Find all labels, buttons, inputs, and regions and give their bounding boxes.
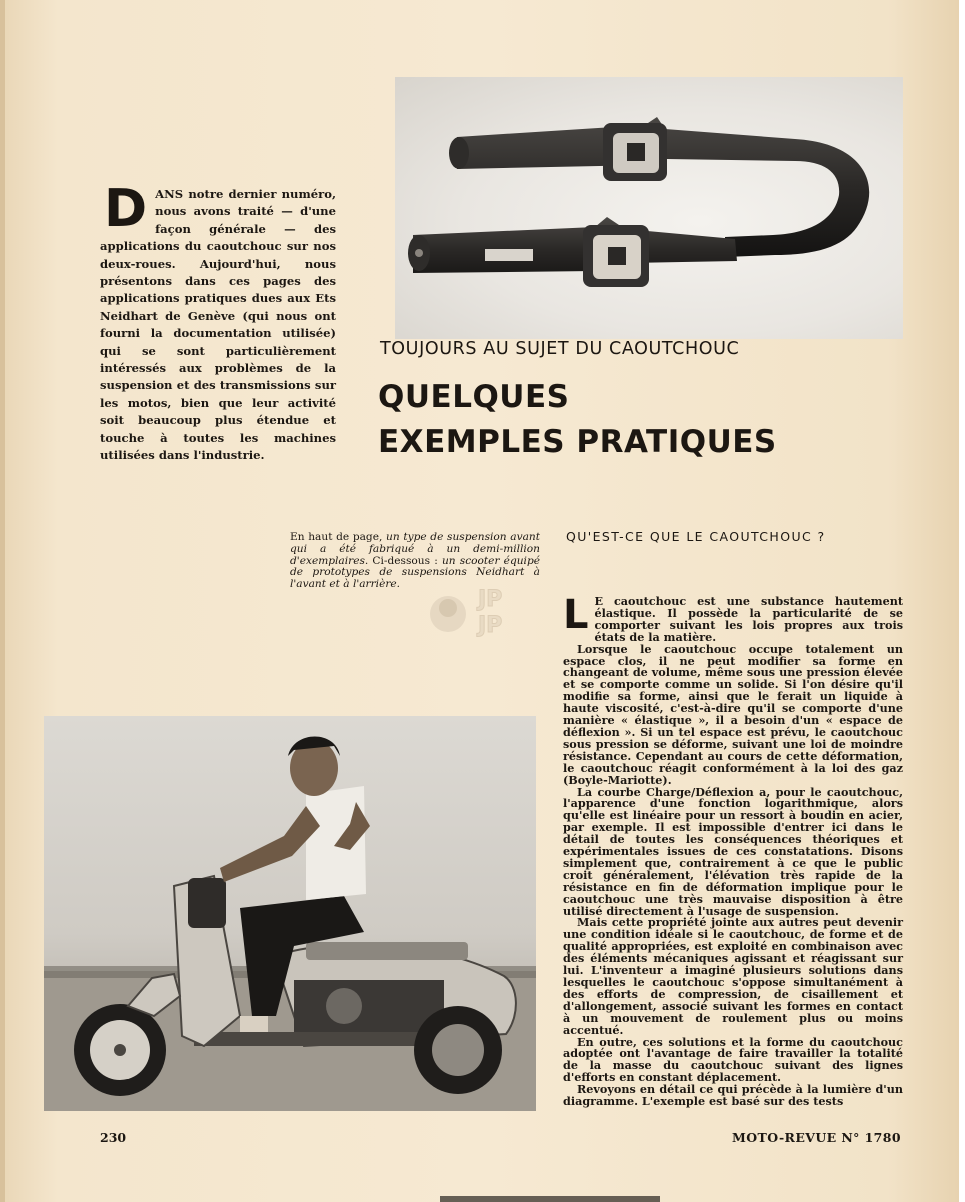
article-paragraph: Mais cette propriété jointe aux autres peut devenir une condition idéale si le caoutchouc, de forme et de qualité appropriées, est exploité en combinaison avec des éléments mécaniques agissant et réagissant sur lui. L'inventeur a imaginé plusieurs solutions dans lesquelles le caoutchouc s'oppose simultanément à des efforts de compression, de cisaillement et d'allongement, associé suivant les formes en contact à un mouvement de roulement plus ou moins accentué. [563,915,903,1037]
scan-watermark-icon [428,578,538,640]
magazine-issue: MOTO-REVUE N° 1780 [732,1130,901,1145]
suspension-arm-photo [395,77,903,339]
intro-dropcap: D [104,179,148,239]
suspension-arm-illustration [395,77,903,339]
page-number: 230 [100,1130,127,1145]
caption-part-2: un type de suspension avant qui a été fabriqué à un demi-million d'exemplaires. [290,531,540,567]
headline [378,375,898,465]
scooter-rider-photo [44,716,536,1111]
article-body [563,592,903,1109]
intro-text: ANS notre dernier numéro, nous avons traité — d'une façon générale — des applications du caoutchouc sur nos deux-roues. Aujourd'hui, nous présentons dans ces pages des applications pratiques dues aux Ets Neidhart de Genève (qui nous ont fourni la documentation utilisée) qui se sont particulièrement intéressés aux problèmes de la suspension et des transmissions sur les motos, bien que leur activité soit beaucoup plus étendue et touche à toutes les machines utilisées dans l'industrie. [100,187,336,463]
article-dropcap: L [563,592,589,638]
caption-part-1: En haut de page, [290,531,387,543]
scooter-rider-illustration [44,716,536,1111]
kicker-heading: TOUJOURS AU SUJET DU CAOUTCHOUC [380,339,740,359]
svg-text:JP: JP [478,613,503,638]
caption-part-3: Ci-dessous : [368,554,442,567]
article-paragraph: Revoyons en détail ce qui précède à la lumière d'un diagramme. L'exemple est basé sur des tests [563,1082,903,1109]
page-right-edge [959,0,965,1202]
headline-line-1: QUELQUES [378,379,570,415]
caption-part-4: un scooter équipé de prototypes de suspensions Neidhart à l'avant et à l'arrière. [290,554,540,591]
scan-edge-mark [440,1196,660,1202]
svg-text:JP: JP [478,587,503,612]
intro-paragraph [100,179,336,465]
article-paragraph: La courbe Charge/Déflexion a, pour le caoutchouc, l'apparence d'une fonction logarithmique, alors qu'elle est linéaire pour un ressort à boudin en acier, par exemple. Il est impossible d'entrer ici dans le détail de toutes les conséquences théoriques et expérimentales issues de ces constatations. Disons simplement que, contrairement à ce que le public croit généralement, l'élévation très rapide de la résistance en fin de déformation implique pour le caoutchouc une très mauvaise disposition à être utilisé directement à l'usage de suspension. [563,784,903,918]
page-left-edge [0,0,5,1202]
article-paragraph-text: E caoutchouc est une substance hautement élastique. Il possède la particularité de se comporter suivant les lois propres aux trois états de la matière. [594,594,903,644]
article-paragraph [563,592,903,644]
article-paragraph: En outre, ces solutions et la forme du caoutchouc adoptée ont l'avantage de faire travailler la totalité de la masse du caoutchouc suivant des lignes d'efforts en constant déplacement. [563,1034,903,1085]
headline-line-2: EXEMPLES PRATIQUES [378,424,777,460]
article-paragraph: Lorsque le caoutchouc occupe totalement un espace clos, il ne peut modifier sa forme en changeant de volume, même sous une pression élevée et se comporte comme un solide. Si l'on désire qu'il modifie sa forme, ainsi que le ferait un liquide à haute viscosité, c'est-à-dire qu'il se comporte d'une manière « élastique », il a besoin d'un « espace de déflexion ». Si un tel espace est prévu, le caoutchouc sous pression se déforme, suivant une loi de moindre résistance. Cependant au cours de cette déformation, le caoutchouc réagit conformément à la loi des gaz (Boyle-Mariotte). [563,641,903,787]
section-title: QU'EST-CE QUE LE CAOUTCHOUC ? [566,529,826,544]
